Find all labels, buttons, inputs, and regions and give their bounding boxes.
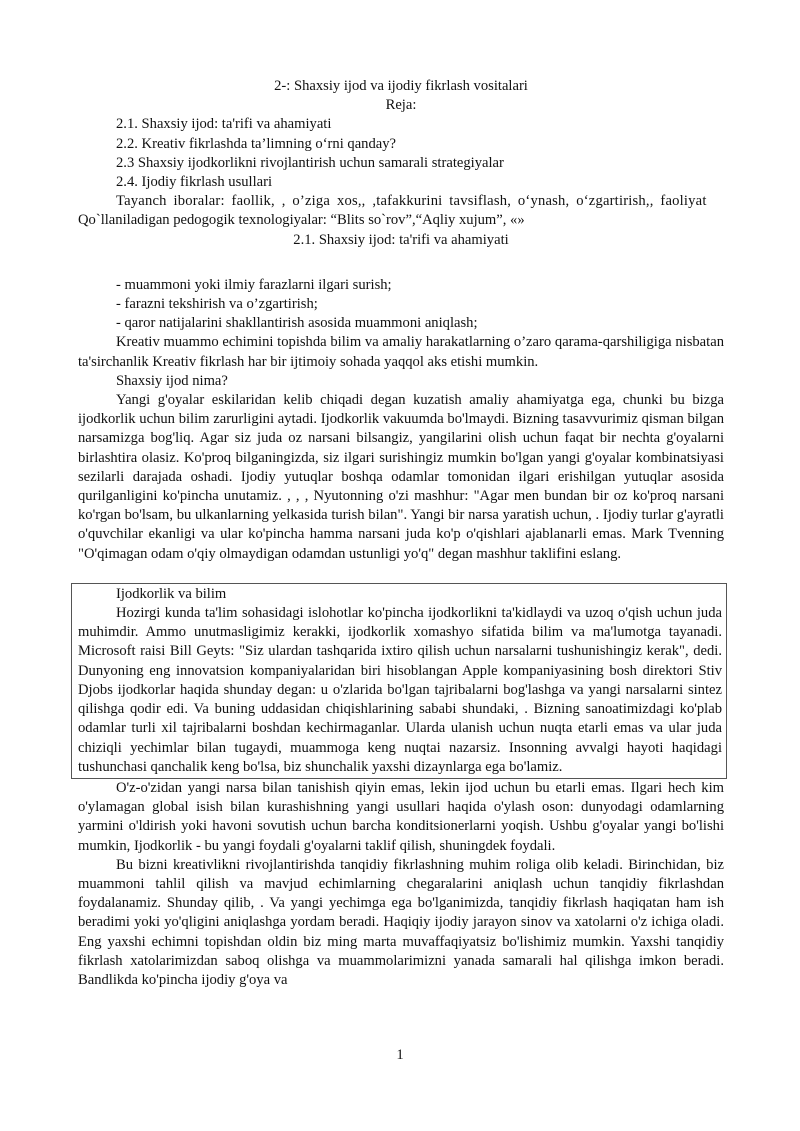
plan-item: 2.1. Shaxsiy ijod: ta'rifi va ahamiyati [116,116,332,133]
bullet-item: - farazni tekshirish va o’zgartirish; [116,296,318,313]
paragraph-yangi: Yangi g'oyalar eskilaridan kelib chiqadi degan kuzatish amaliy ahamiyatga ega, chunki bu bizga ijodkorlik uchun bilim zarurligini aytadi. Ijodkorlik vakuumda bo'lmaydi. Bizning tasavvurimiz qisman bilgan narsamizga bog'liq. Agar siz juda oz narsani bilsangiz, yangilarini olish uchun faqat bir nechta g'oyalarni birlashtira olasiz. Ko'proq bilganingizda, siz ilgari surishingiz mumkin bo'lgan yangi g'oyalar kombinatsiyasi sezilarli darajada oshadi. Ijodiy yutuqlar boshqa odamlar tomonidan ilgari erishilgan yutuqlar asosida qurilganligini ko'pincha unutamiz. , , , Nyutonning o'zi mashhur: "Agar men bundan bir oz ko'proq narsani ko'rgan bo'lsam, bu ulkanlarning yelkasida turish bilan". Yangi bir narsa yaratish uchun, . Ijodiy turlar g'ayratli o'quvchilar ekanligi va ular ko'pincha hamma narsani juda ko'p o'qishlari ajablanarli emas. Mark Tvenning "O'qimagan odam o'qiy olmaydigan odamdan ustunligi yo'q" degan mashhur taklifini eslang. [78,392,724,562]
technologies-line: Qo`llaniladigan pedogogik texnologiyalar: “Blits so`rov”,“Aqliy xujum”, «» [78,212,525,229]
spacer [78,564,724,583]
question-line: Shaxsiy ijod nima? [116,372,228,389]
spacer [78,250,724,276]
paragraph-ozidan: O'z-o'zidan yangi narsa bilan tanishish qiyin emas, lekin ijod uchun bu etarli emas. Ilgari hech kim o'ylamagan global isish bilan kurashishning yangi usullari haqida o'ylash oson: dunyodagi odamlarning yarmini o'ldirish yoki havoni sovutish uchun barcha konditsionerlarni yoqish. Ushbu g'oyalar yangi bo'lishi mumkin, Ijodkorlik - bu yangi foydali g'oyalarni taklif qilish, shuningdek foydali. [78,779,724,854]
bullet-item: - qaror natijalarini shakllantirish asosida muammoni aniqlash; [116,315,478,332]
plan-item: 2.2. Kreativ fikrlashda ta’limning oʻrni qanday? [116,135,397,152]
plan-item: 2.4. Ijodiy fikrlash usullari [116,174,273,191]
knowledge-box [71,583,727,779]
section-heading: 2.1. Shaxsiy ijod: ta'rifi va ahamiyati [293,231,509,248]
plan-item: 2.3 Shaxsiy ijodkorlikni rivojlantirish uchun samarali strategiyalar [116,154,504,171]
page-number: 1 [396,1047,404,1063]
page-content [78,77,724,990]
paragraph-kreativ: Kreativ muammo echimini topishda bilim va amaliy harakatlarning o’zaro qarama-qarshiligiga nisbatan ta'sirchanlik Kreativ fikrlash har bir ijtimoiy sohada yaqqol aks etishi mumkin. [78,334,724,370]
plan-heading: Reja: [385,97,417,114]
box-heading: Ijodkorlik va bilim [116,585,227,602]
keywords-line: Tayanch iboralar: faollik, , o’ziga xos,, ,tafakkurini tavsiflash, oʻynash, oʻzgartirish,, faoliyat [116,193,707,210]
box-paragraph: Hozirgi kunda ta'lim sohasidagi islohotlar ko'pincha ijodkorlikni ta'kidlaydi va uzoq o'qish uchun juda muhimdir. Ammo unutmasligimiz kerakki, ijodkorlik xomashyo sifatida bilim va ma'lumotga tayanadi. Microsoft raisi Bill Geyts: "Siz ulardan tashqarida ixtiro qilish uchun narsalarni tushunishingiz kerak", dedi. Dunyoning eng innovatsion kompaniyalaridan biri hisoblangan Apple kompaniyasining bosh direktori Stiv Djobs ijodkorlar haqida shunday degan: u o'zlarida bo'lgan tajribalarni bog'lashga va yangi narsalarni sintez qilishga qodir edi. Va buning uddasidan chiqishlarining sababi shundaki, . Bizning sanoatimizdagi ko'plab odamlar turli xil tajribalarni boshdan kechirmaganlar. Ularda ulanish uchun nuqta etarli emas va ular juda chiziqli yechimlar bilan tugaydi, muammoga keng nuqtai nazarsiz. Insonning avvalgi hayoti haqidagi tushunchasi qanchalik keng bo'lsa, biz shunchalik yaxshi dizaynlarga ega bo'lamiz. [78,605,722,775]
document-title: 2-: Shaxsiy ijod va ijodiy fikrlash vositalari [274,78,528,94]
paragraph-bu: Bu bizni kreativlikni rivojlantirishda tanqidiy fikrlashning muhim roliga olib keladi. Birinchidan, biz muammoni tahlil qilish va mavjud echimlarning chegaralarini aniqlash uchun tanqidiy fikrlashdan foydalanamiz. Shunday qilib, . Va yangi yechimga ega bo'lganimizda, tanqidiy fikrlash haqiqatan ham ish beradimi yoki yo'qligini aniqlashga yordam beradi. Haqiqiy ijodiy jarayon sinov va xatolarni o'z ichiga oladi. Eng yaxshi echimni topishdan oldin biz ming marta muvaffaqiyatsiz bo'lishimiz mumkin. Yaxshi tanqidiy fikrlash xatolarimizdan saboq olishga va muammolarimizni yanada samarali hal qilishga imkon beradi. Bandlikda ko'pincha ijodiy g'oya va [78,856,724,988]
bullet-item: - muammoni yoki ilmiy farazlarni ilgari surish; [116,276,392,293]
